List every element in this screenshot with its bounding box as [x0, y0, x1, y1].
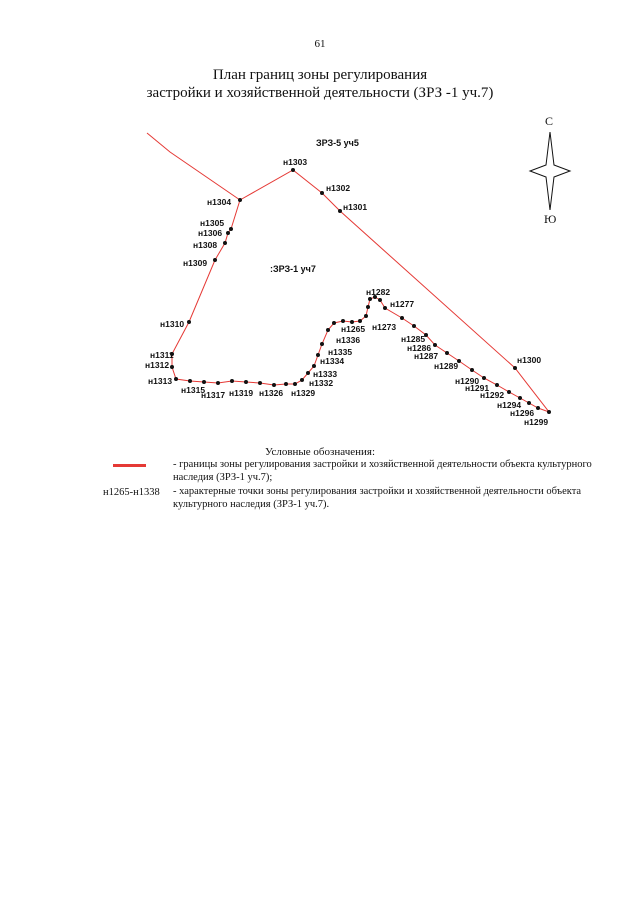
compass-north-label: С	[545, 114, 554, 128]
point-label: н1312	[145, 360, 170, 370]
point-label: н1306	[198, 228, 223, 238]
boundary-point-dot	[326, 328, 330, 332]
boundary-point-dot	[445, 351, 449, 355]
boundary-point-dot	[547, 410, 551, 414]
point-label: н1277	[390, 299, 415, 309]
point-label: н1332	[309, 378, 334, 388]
main-zone-label: :ЗРЗ-1 уч7	[270, 264, 316, 274]
title-line-1: План границ зоны регулирования	[212, 67, 428, 83]
boundary-point-dot	[482, 376, 486, 380]
point-label: н1335	[328, 347, 353, 357]
point-label: н1292	[480, 390, 505, 400]
point-label: н1299	[524, 417, 549, 427]
point-labels	[145, 157, 548, 427]
point-label: н1308	[193, 240, 218, 250]
boundary-point-dot	[226, 231, 230, 235]
boundary-point-dot	[238, 198, 242, 202]
point-label: н1329	[291, 388, 316, 398]
boundary-point-dot	[284, 382, 288, 386]
point-label: н1282	[366, 287, 391, 297]
boundary-point-dot	[202, 380, 206, 384]
point-label: н1315	[181, 385, 206, 395]
point-label: н1265	[341, 324, 366, 334]
boundary-point-dot	[536, 406, 540, 410]
boundary-point-dot	[364, 314, 368, 318]
boundary-point-dot	[366, 305, 370, 309]
point-label: н1303	[283, 157, 308, 167]
neighbor-boundary-line	[147, 133, 240, 200]
point-label: н1287	[414, 351, 439, 361]
boundary-point-dot	[272, 383, 276, 387]
boundary-point-dot	[470, 368, 474, 372]
legend-boundary-line-swatch	[113, 464, 146, 467]
boundary-lines	[147, 133, 549, 412]
boundary-point-dot	[300, 378, 304, 382]
boundary-point-dot	[258, 381, 262, 385]
boundary-point-dot	[291, 168, 295, 172]
boundary-point-dot	[306, 371, 310, 375]
point-label: н1309	[183, 258, 208, 268]
point-label: н1285	[401, 334, 426, 344]
boundary-point-dot	[527, 401, 531, 405]
boundary-point-dot	[513, 366, 517, 370]
boundary-point-dot	[230, 379, 234, 383]
boundary-point-dot	[332, 321, 336, 325]
boundary-point-dot	[320, 342, 324, 346]
boundary-point-dot	[378, 298, 382, 302]
point-label: н1319	[229, 388, 254, 398]
point-label: н1300	[517, 355, 542, 365]
boundary-point-dot	[187, 320, 191, 324]
legend-points-description: - характерные точки зоны регулирования застройки и хозяйственной деятельности объекта культурного наследия (ЗРЗ-1 уч.7).	[173, 486, 582, 510]
boundary-point-dot	[244, 380, 248, 384]
point-label: н1333	[313, 369, 338, 379]
legend-boundary-description: - границы зоны регулирования застройки и хозяйственной деятельности объекта культурного наследия (ЗРЗ-1 уч.7);	[173, 459, 592, 483]
compass-south-label: Ю	[544, 212, 557, 226]
boundary-point-dot	[216, 381, 220, 385]
point-label: н1311	[150, 350, 174, 360]
point-label: н1334	[320, 356, 345, 366]
point-label: н1313	[148, 376, 173, 386]
point-label: н1296	[510, 408, 535, 418]
point-label: н1336	[336, 335, 361, 345]
boundary-point-dot	[358, 319, 362, 323]
boundary-point-dot	[188, 379, 192, 383]
compass-star-icon	[530, 132, 570, 210]
point-label: н1294	[497, 400, 522, 410]
title-line-2: застройки и хозяйственной деятельности (ЗРЗ -1 уч.7)	[146, 85, 494, 101]
boundary-point-dot	[320, 191, 324, 195]
boundary-point-dot	[338, 209, 342, 213]
point-label: н1305	[200, 218, 225, 228]
boundary-point-dot	[507, 390, 511, 394]
legend-title: Условные обозначения:	[264, 446, 376, 458]
point-label: н1290	[455, 376, 480, 386]
boundary-point-dot	[174, 377, 178, 381]
point-label: н1301	[343, 202, 368, 212]
point-label: н1286	[407, 343, 432, 353]
boundary-point-dot	[412, 324, 416, 328]
boundary-point-dot	[312, 364, 316, 368]
boundary-point-dot	[368, 297, 372, 301]
boundary-point-dot	[213, 258, 217, 262]
boundary-point-dot	[223, 241, 227, 245]
boundary-point-dot	[293, 382, 297, 386]
point-label: н1291	[465, 383, 490, 393]
boundary-point-dot	[383, 306, 387, 310]
point-label: н1317	[201, 390, 226, 400]
legend-points-key: н1265-н1338	[103, 487, 160, 498]
point-label: н1273	[372, 322, 397, 332]
boundary-point-dot	[229, 227, 233, 231]
neighbor-zone-label: ЗРЗ-5 уч5	[316, 138, 359, 148]
point-label: н1326	[259, 388, 284, 398]
north-arrow-compass	[530, 114, 570, 226]
boundary-point-dot	[341, 319, 345, 323]
point-label: н1304	[207, 197, 232, 207]
boundary-point-dot	[170, 365, 174, 369]
point-label: н1310	[160, 319, 185, 329]
page-number: 61	[314, 38, 326, 50]
point-label: н1289	[434, 361, 459, 371]
boundary-point-dot	[433, 343, 437, 347]
boundary-point-dot	[400, 316, 404, 320]
point-label: н1302	[326, 183, 351, 193]
boundary-point-dot	[495, 383, 499, 387]
zone-boundary-map	[0, 0, 640, 440]
